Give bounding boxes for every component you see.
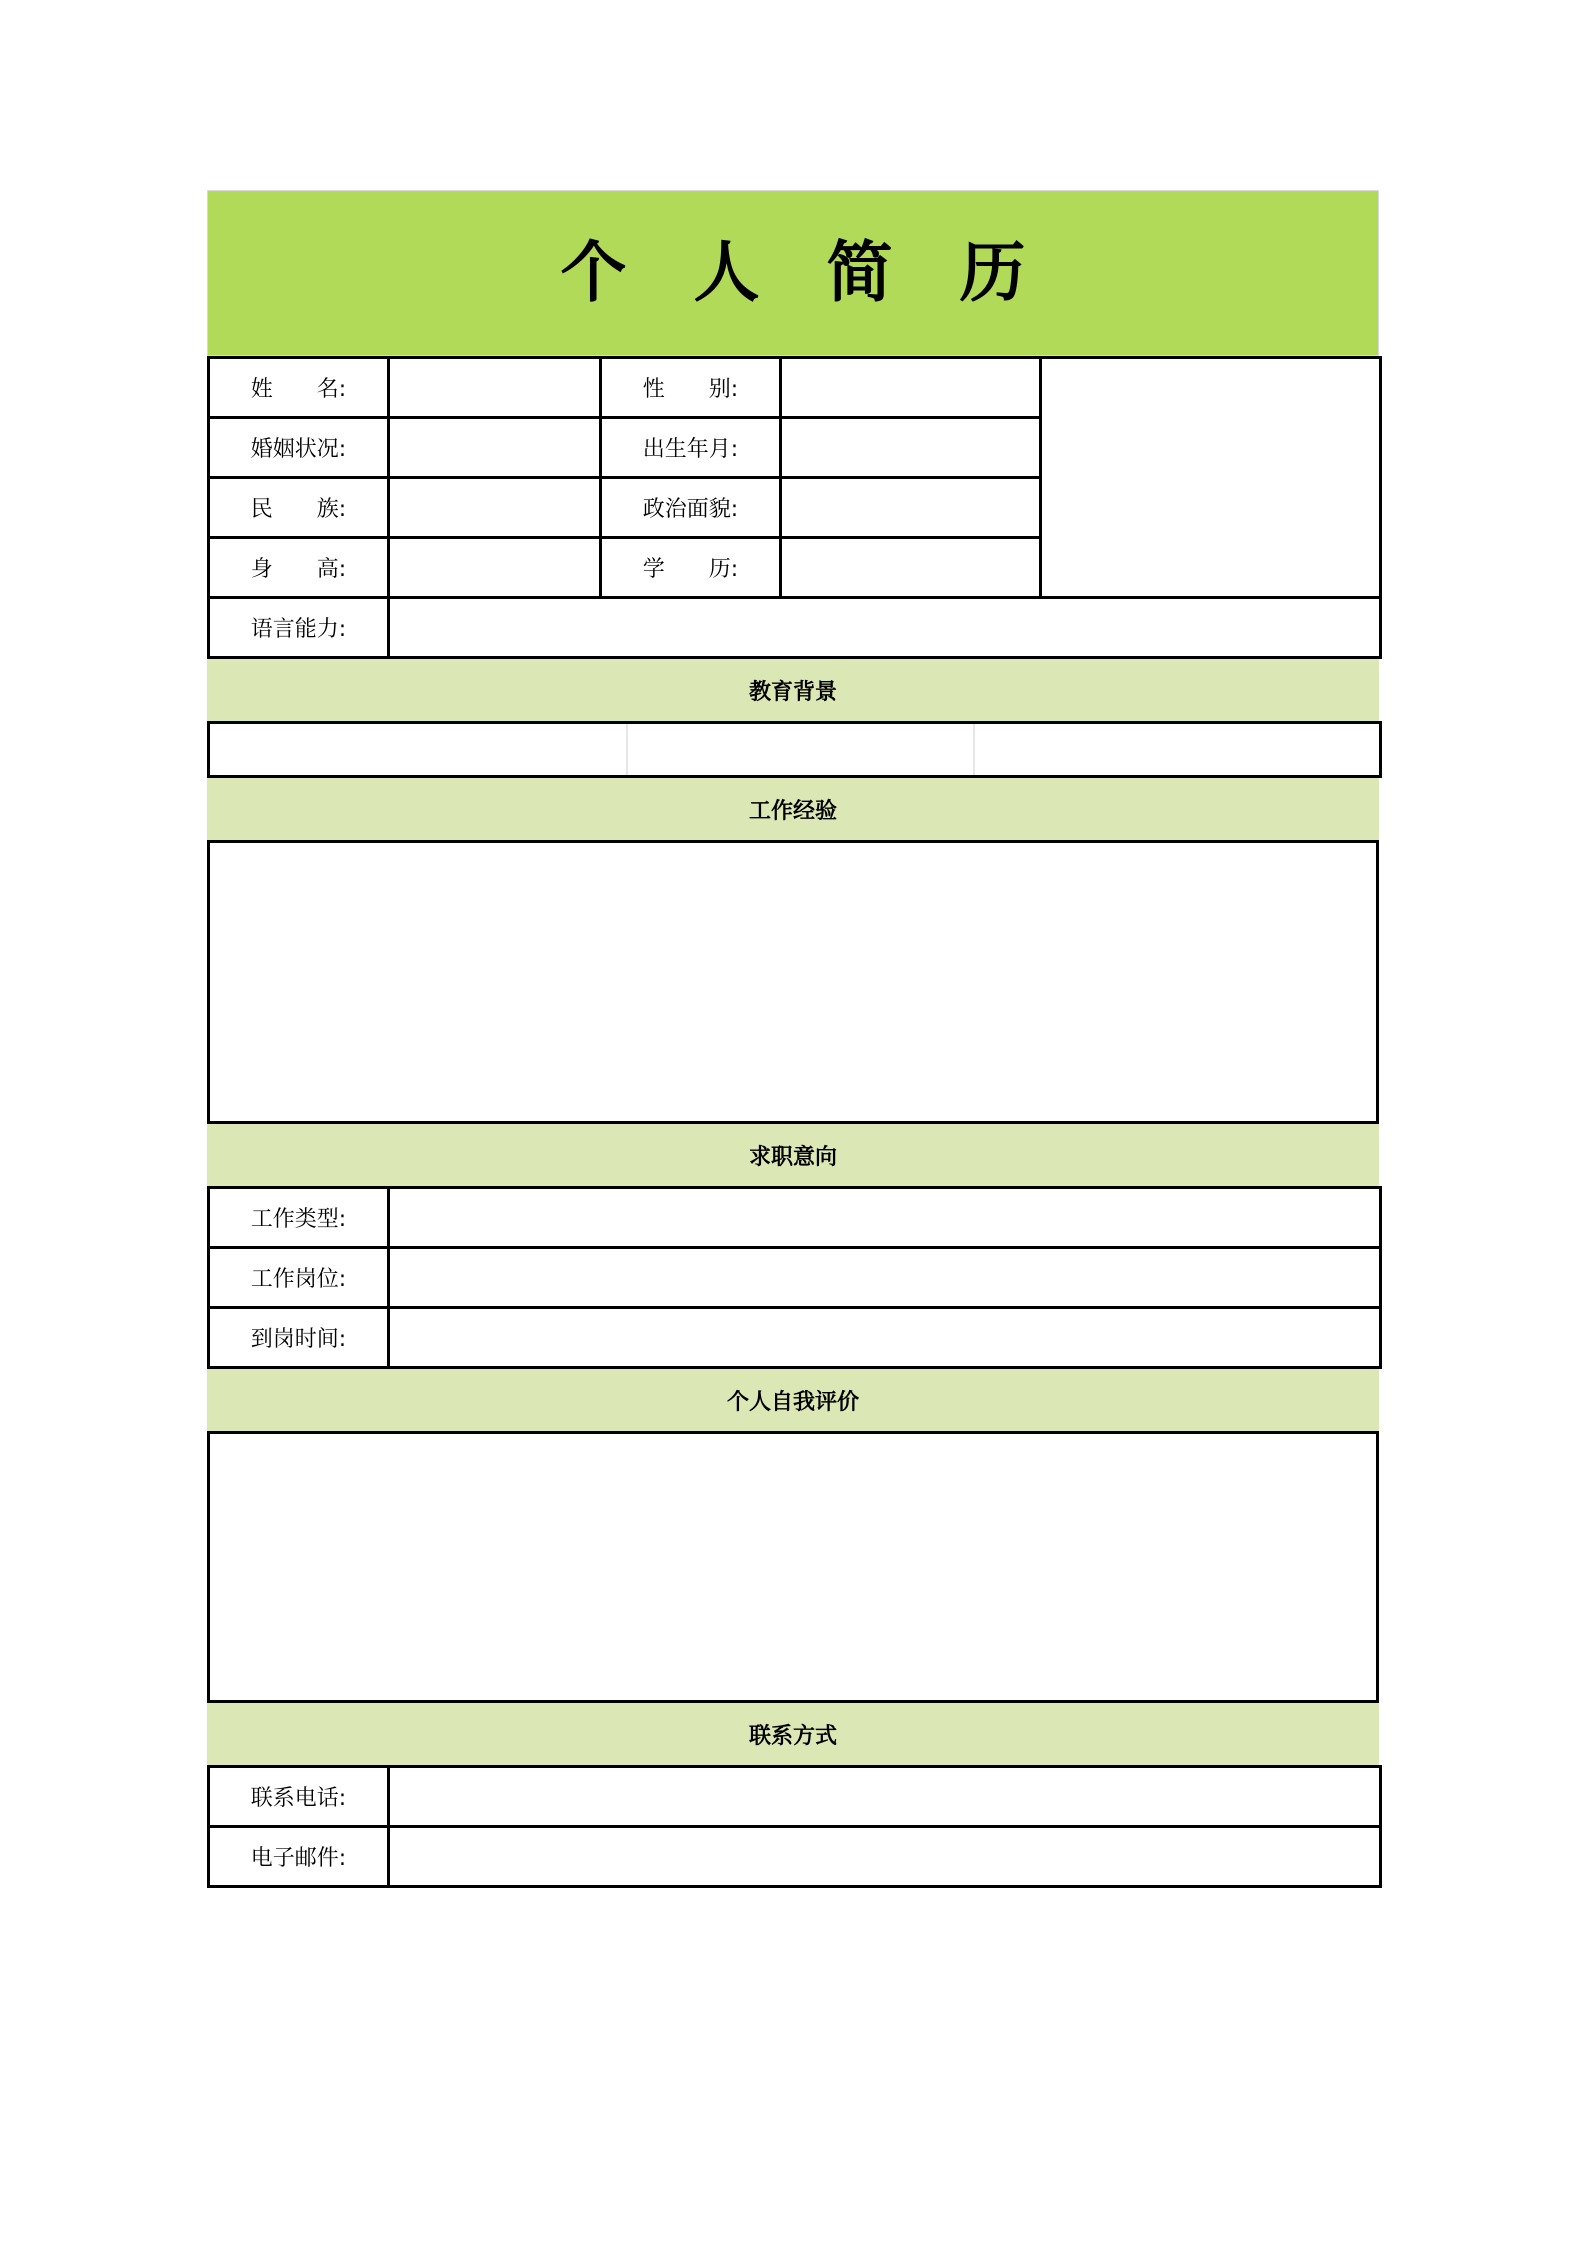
section-header-job-intention: 求职意向 <box>207 1124 1379 1186</box>
table-row <box>209 1188 1381 1248</box>
field-available-date[interactable] <box>389 1308 1381 1368</box>
section-header-education: 教育背景 <box>207 659 1379 721</box>
label-language-ability: 语言能力: <box>209 598 389 658</box>
page-title: 个 人 简 历 <box>560 234 1048 311</box>
field-phone[interactable] <box>389 1767 1381 1827</box>
job-intention-table <box>207 1186 1382 1369</box>
field-marital-status[interactable] <box>389 418 601 478</box>
photo-cell[interactable] <box>1041 358 1381 598</box>
label-job-position: 工作岗位: <box>209 1248 389 1308</box>
table-row <box>209 358 1381 418</box>
field-political-status[interactable] <box>781 478 1041 538</box>
field-gender[interactable] <box>781 358 1041 418</box>
label-political-status: 政治面貌: <box>601 478 781 538</box>
label-available-date: 到岗时间: <box>209 1308 389 1368</box>
resume-title-banner <box>207 190 1379 356</box>
self-evaluation-textarea[interactable] <box>207 1431 1379 1703</box>
work-experience-textarea[interactable] <box>207 840 1379 1124</box>
section-header-self-evaluation: 个人自我评价 <box>207 1369 1379 1431</box>
label-email: 电子邮件: <box>209 1827 389 1887</box>
basic-info-table <box>207 356 1382 659</box>
label-name: 姓 名: <box>209 358 389 418</box>
label-birth-date: 出生年月: <box>601 418 781 478</box>
table-row <box>209 1827 1381 1887</box>
education-table <box>207 721 1382 778</box>
section-header-contact: 联系方式 <box>207 1703 1379 1765</box>
label-ethnicity: 民 族: <box>209 478 389 538</box>
field-job-type[interactable] <box>389 1188 1381 1248</box>
label-marital-status: 婚姻状况: <box>209 418 389 478</box>
table-row <box>209 598 1381 658</box>
label-gender: 性 别: <box>601 358 781 418</box>
field-education-level[interactable] <box>781 538 1041 598</box>
label-height: 身 高: <box>209 538 389 598</box>
education-cell-school[interactable] <box>209 723 627 777</box>
field-email[interactable] <box>389 1827 1381 1887</box>
label-job-type: 工作类型: <box>209 1188 389 1248</box>
table-row <box>209 1767 1381 1827</box>
section-header-work-experience: 工作经验 <box>207 778 1379 840</box>
resume-sheet <box>207 190 1379 1888</box>
table-row <box>209 1248 1381 1308</box>
education-cell-major[interactable] <box>627 723 974 777</box>
field-ethnicity[interactable] <box>389 478 601 538</box>
field-language-ability[interactable] <box>389 598 1381 658</box>
contact-table <box>207 1765 1382 1888</box>
label-education-level: 学 历: <box>601 538 781 598</box>
field-birth-date[interactable] <box>781 418 1041 478</box>
education-cell-period[interactable] <box>974 723 1381 777</box>
field-job-position[interactable] <box>389 1248 1381 1308</box>
label-phone: 联系电话: <box>209 1767 389 1827</box>
table-row <box>209 1308 1381 1368</box>
field-name[interactable] <box>389 358 601 418</box>
field-height[interactable] <box>389 538 601 598</box>
table-row <box>209 723 1381 777</box>
